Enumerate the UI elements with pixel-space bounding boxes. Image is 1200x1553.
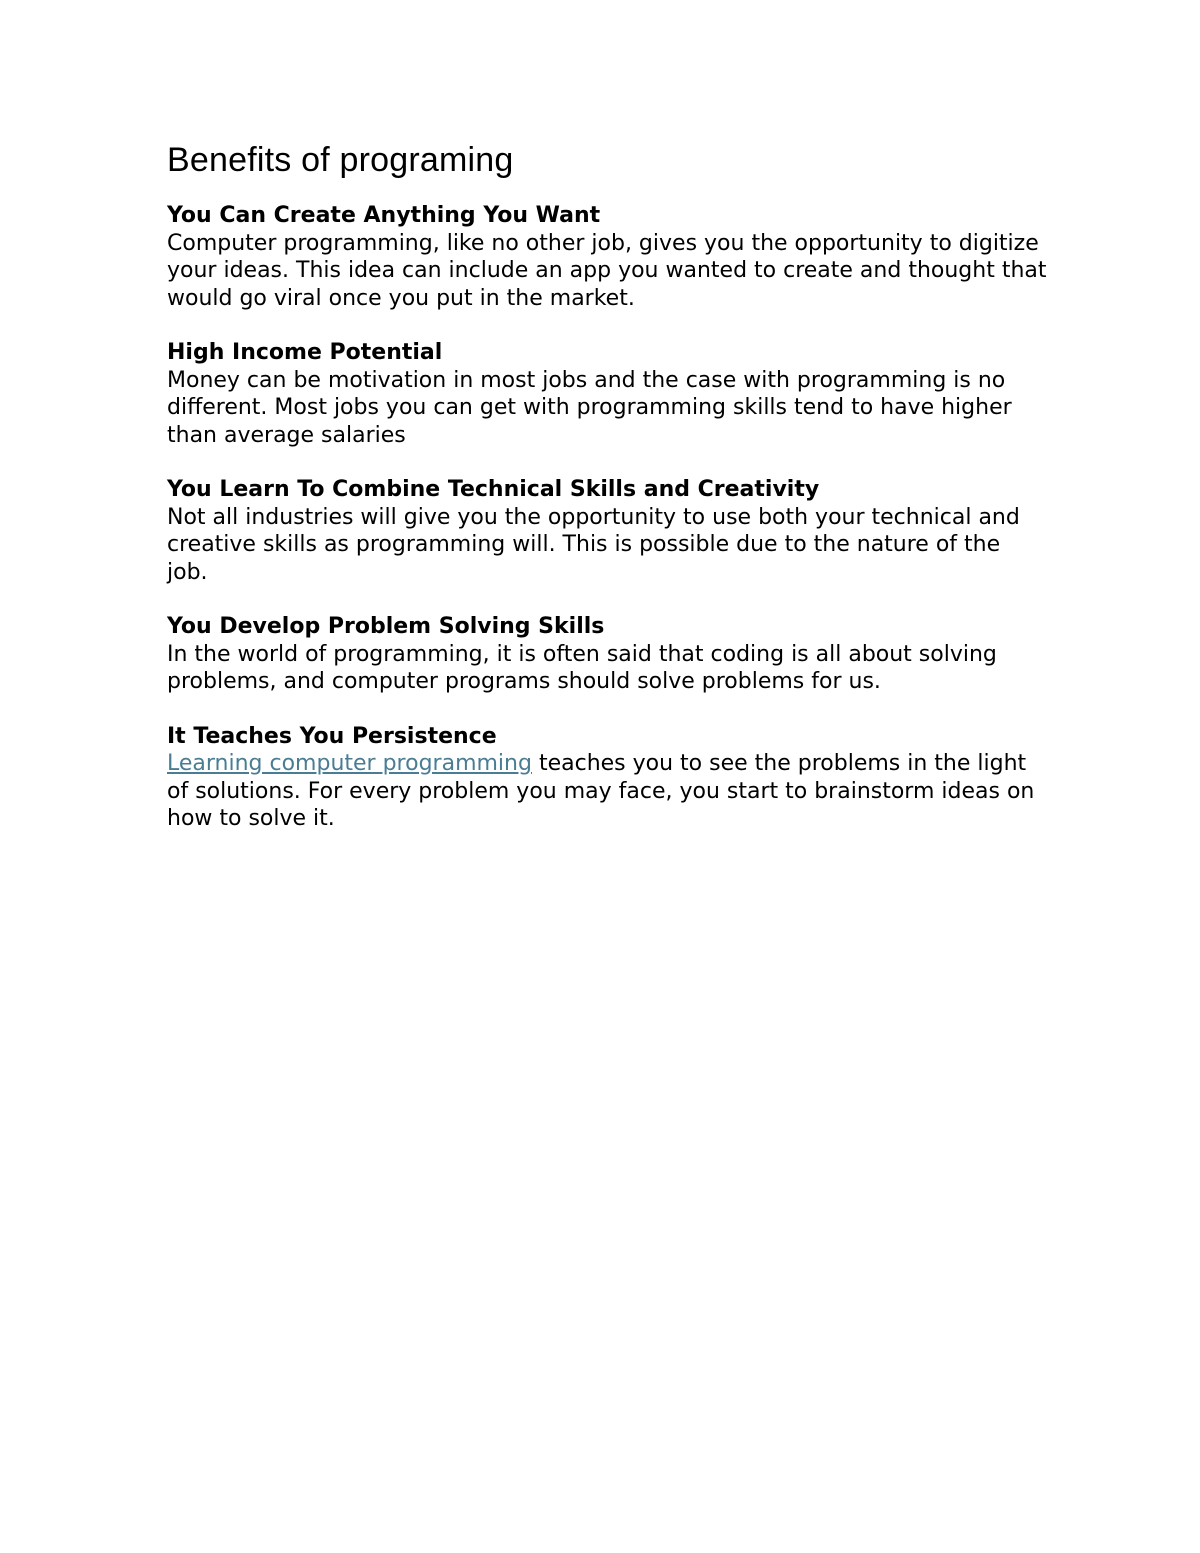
section-body: Money can be motivation in most jobs and the case with programming is no different. Most jobs you can get with programming skills tend to have higher than average salaries: [167, 367, 1012, 448]
learning-programming-link[interactable]: Learning computer programming: [167, 751, 532, 776]
section-body-with-link: [167, 750, 1047, 833]
section-heading: You Develop Problem Solving Skills: [167, 614, 605, 639]
section-body: Not all industries will give you the opportunity to use both your technical and creative skills as programming will. This is possible due to the nature of the job.: [167, 504, 1020, 585]
section-create-anything: [167, 202, 1047, 312]
section-body: In the world of programming, it is often said that coding is all about solving problems, and computer programs should solve problems for us.: [167, 641, 997, 694]
section-body: Computer programming, like no other job, gives you the opportunity to digitize your ideas. This idea can include an app you wanted to create and thought that would go viral once you put in the market.: [167, 230, 1047, 311]
section-high-income: [167, 339, 1047, 449]
section-body-text: teaches you to see the problems in the light of solutions. For every problem you may face, you start to brainstorm ideas on how to solve it.: [167, 751, 1035, 831]
section-heading: You Can Create Anything You Want: [167, 203, 601, 228]
section-technical-creativity: [167, 476, 1047, 586]
page-title: Benefits of programing: [167, 141, 514, 179]
section-problem-solving: [167, 613, 1047, 696]
section-persistence: [167, 723, 1047, 833]
section-heading: You Learn To Combine Technical Skills and Creativity: [167, 477, 820, 502]
section-heading: It Teaches You Persistence: [167, 723, 497, 749]
document-content: [167, 138, 1047, 860]
section-heading: High Income Potential: [167, 340, 443, 365]
